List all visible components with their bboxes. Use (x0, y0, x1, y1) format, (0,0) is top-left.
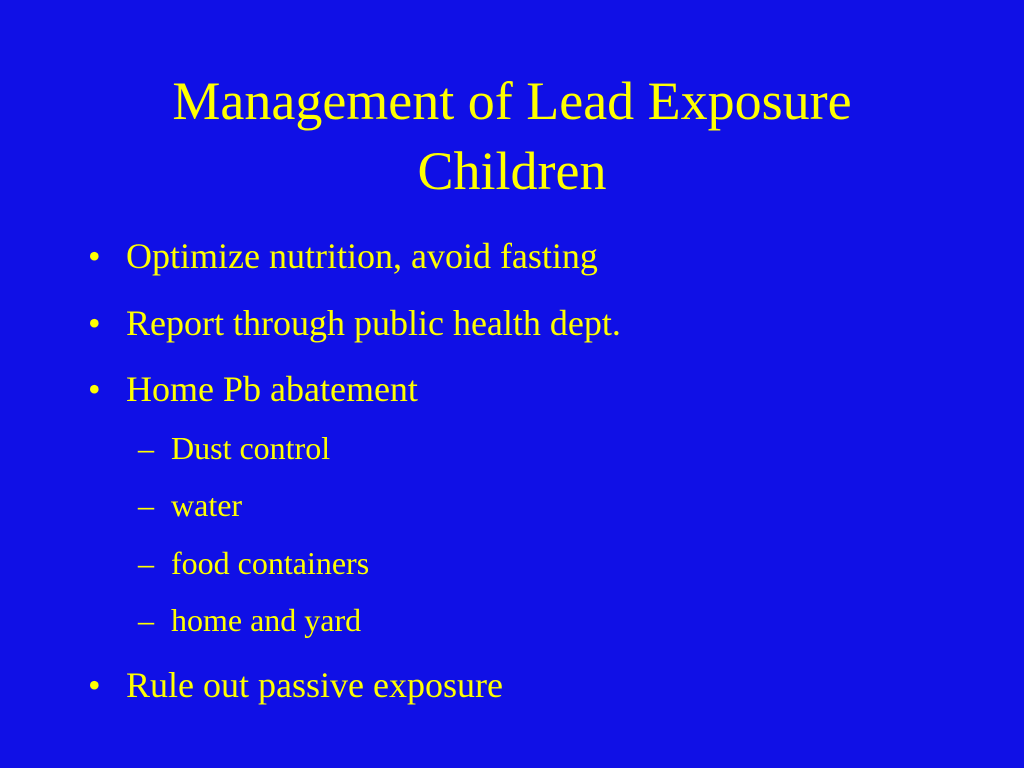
sub-bullet-marker: – (138, 602, 154, 638)
slide-title-line-2: Children (417, 141, 607, 201)
sub-bullet-marker: – (138, 430, 154, 466)
bullet-marker: • (88, 369, 101, 409)
bullet-text: Rule out passive exposure (126, 665, 503, 705)
bullet-marker: • (88, 303, 101, 343)
sub-bullet-text: food containers (171, 545, 370, 581)
bullet-marker: • (88, 665, 101, 705)
sub-bullet-text: Dust control (171, 430, 331, 466)
bullet-text: Report through public health dept. (126, 303, 621, 343)
slide-title-line-1: Management of Lead Exposure (172, 71, 852, 131)
sub-bullet-marker: – (138, 545, 154, 581)
sub-bullet-text: home and yard (171, 602, 362, 638)
bullet-text: Home Pb abatement (126, 369, 418, 409)
sub-bullet-text: water (171, 487, 243, 523)
sub-bullet-marker: – (138, 487, 154, 523)
bullet-text: Optimize nutrition, avoid fasting (126, 236, 598, 276)
bullet-marker: • (88, 236, 101, 276)
